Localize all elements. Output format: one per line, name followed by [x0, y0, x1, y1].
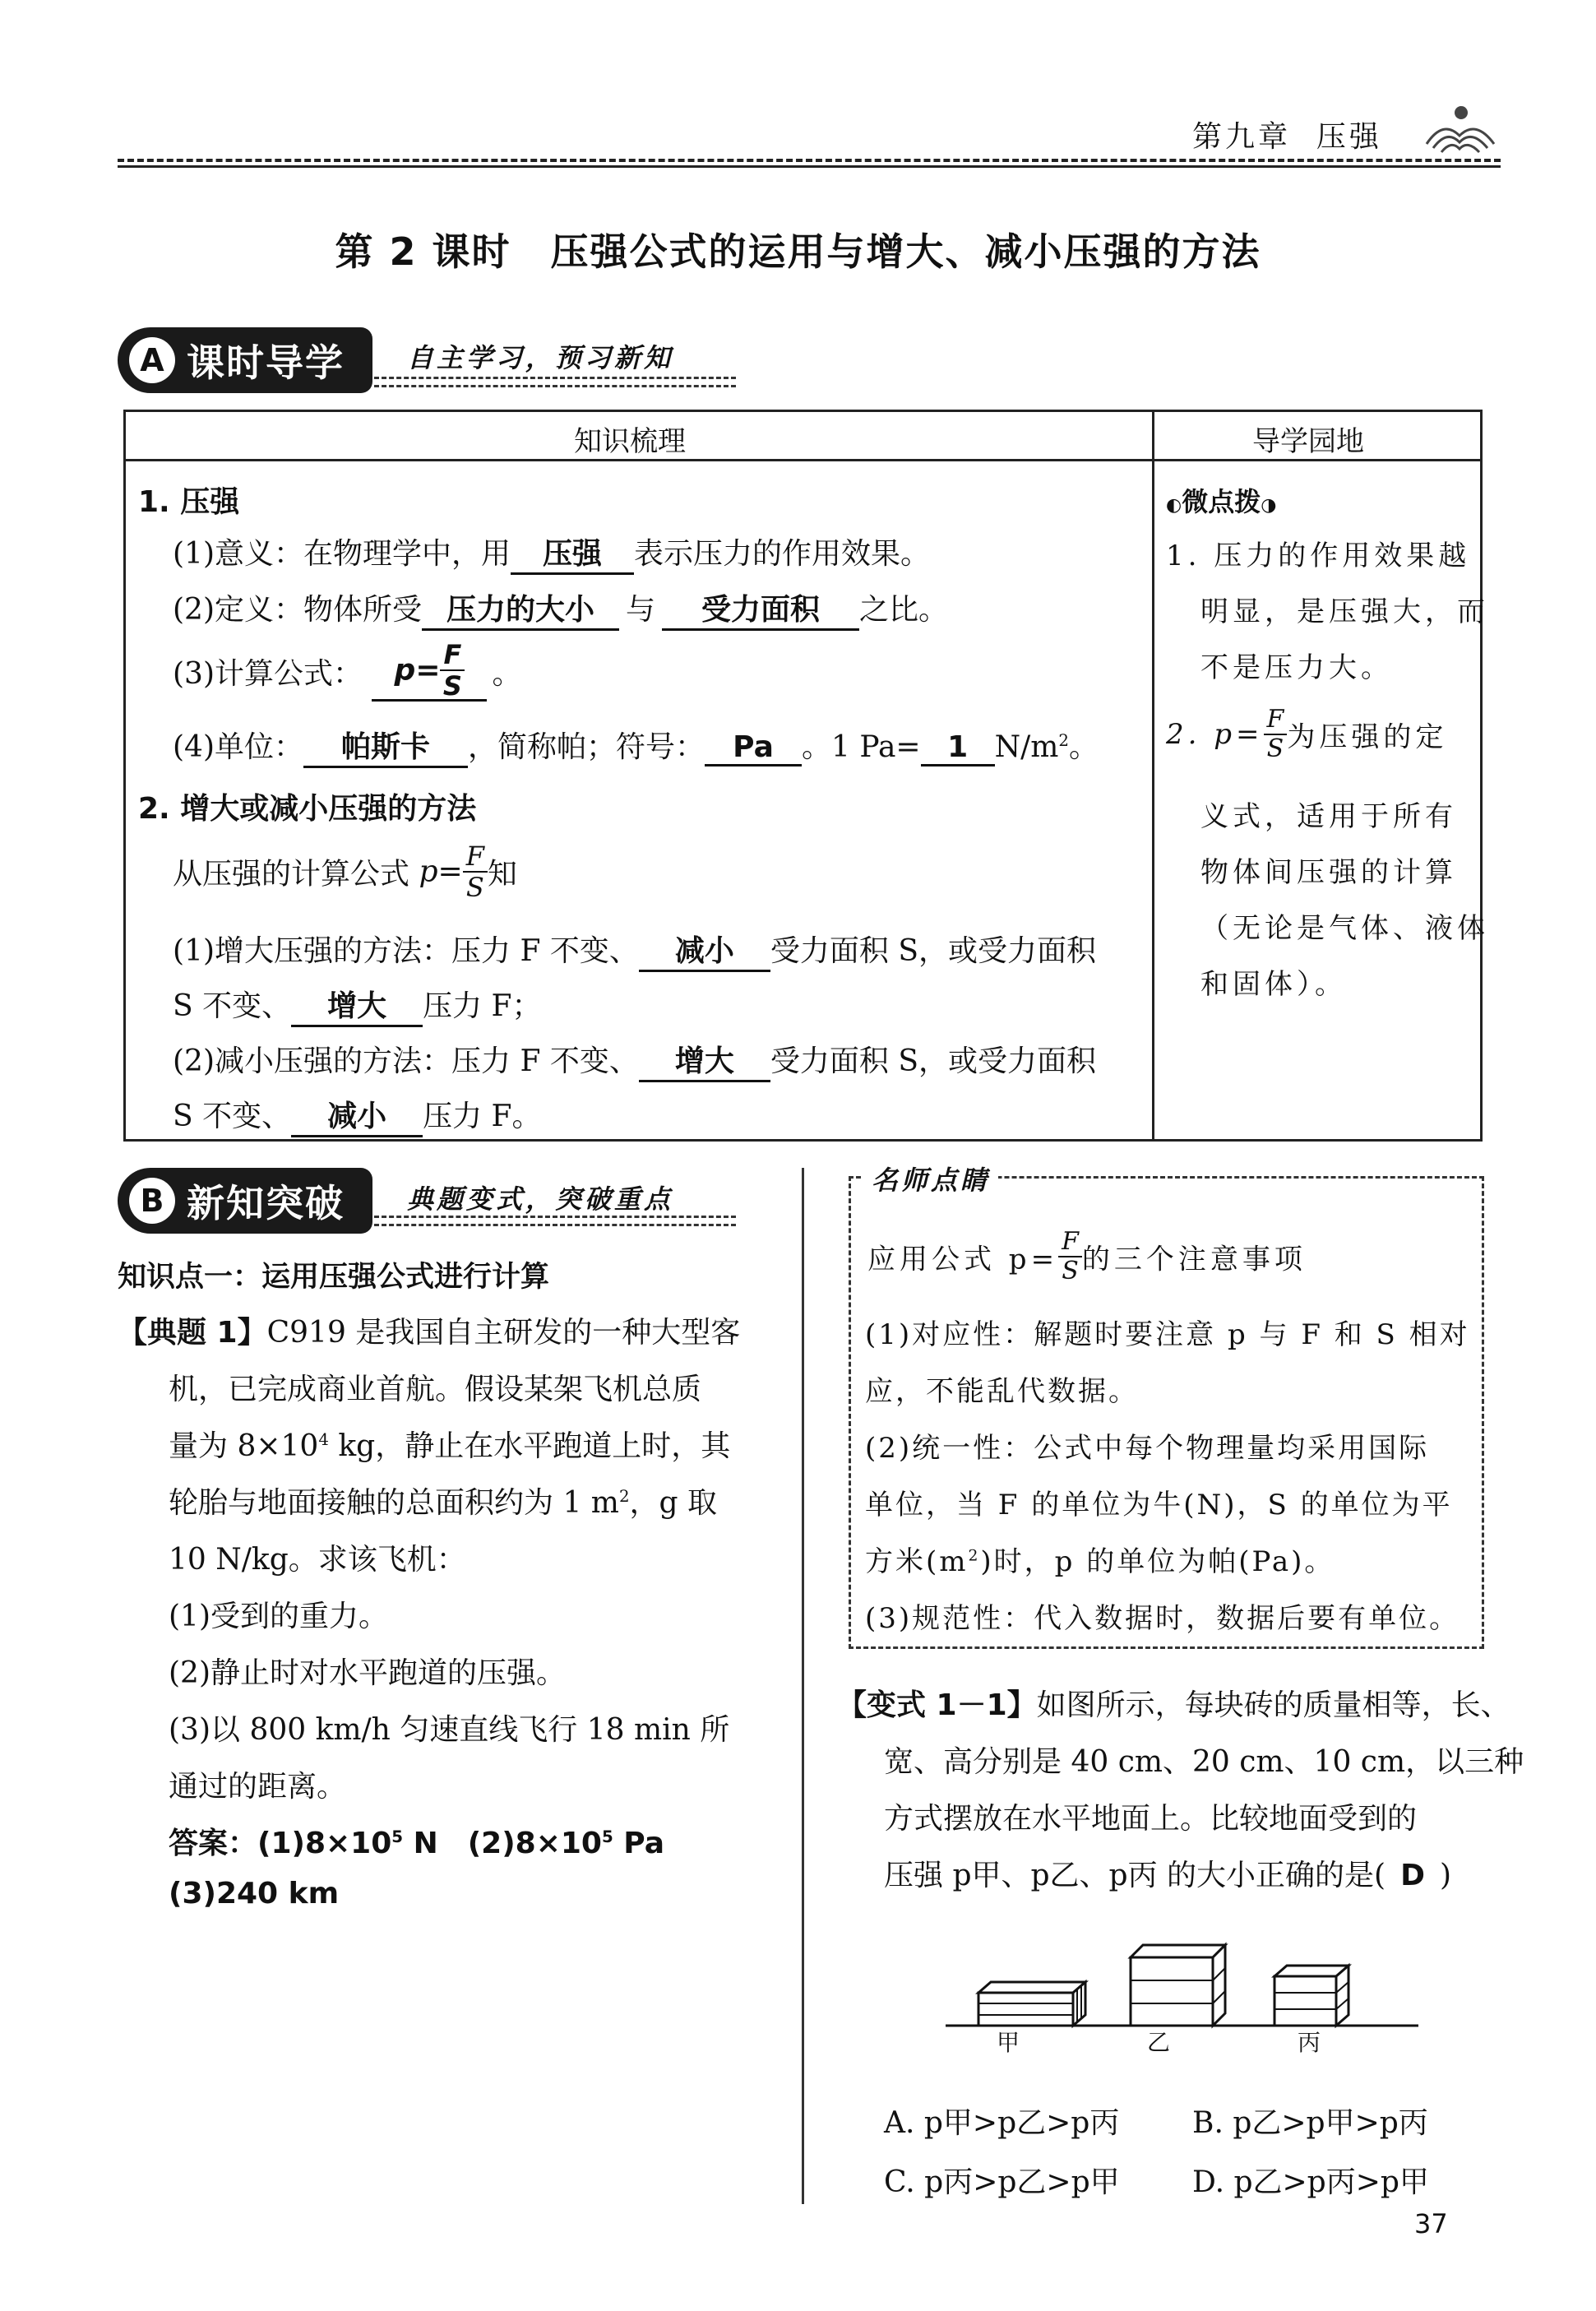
tip-point-2-line-3-sup: 2: [968, 1547, 981, 1565]
item2-title: 2. 增大或减小压强的方法: [138, 792, 477, 826]
meaning-text: (1)意义：在物理学中，用: [173, 537, 511, 571]
unit-blank-name: 帕斯卡: [303, 724, 468, 768]
from-fraction: [463, 843, 488, 901]
pressure-meaning: [173, 530, 930, 575]
increase-text-2-end: 压力 F；: [423, 989, 542, 1023]
side-tip-title-text: 微点拨: [1182, 486, 1261, 517]
option-b: B. p乙>p甲>p丙: [1192, 2106, 1428, 2140]
option-c: C. p丙>p乙>p甲: [884, 2165, 1120, 2199]
definition-text: (2)定义：物体所受: [173, 593, 422, 627]
section-b-label: 新知突破: [187, 1181, 345, 1225]
decrease-method-line-2: [173, 1093, 542, 1137]
answer-sup-1: 5: [391, 1827, 404, 1846]
side-note-2-line-4: （无论是气体、液体: [1200, 912, 1489, 945]
increase-blank-2: 增大: [291, 983, 423, 1027]
chapter-label: 第九章: [1192, 120, 1292, 154]
variant1-line-4-end: ): [1439, 1859, 1452, 1892]
chapter-header: [1192, 113, 1382, 155]
increase-method-line-1: [173, 928, 1096, 972]
tip-point-2-line-1: (2)统一性：公式中每个物理量均采用国际: [865, 1432, 1430, 1465]
section-a-badge: [118, 327, 372, 393]
unit-text-mid: ，简称帕；符号：: [468, 730, 705, 764]
formula-end: 。: [492, 657, 522, 691]
tip-intro: [867, 1227, 1307, 1285]
example1-line-3-end: kg，静止在水平跑道上时，其: [328, 1429, 731, 1463]
example1-line-4-text: 轮胎与地面接触的总面积约为 1 m: [169, 1486, 619, 1520]
side-note-2-line-2: 义式，适用于所有: [1200, 800, 1457, 833]
increase-method-line-2: [173, 983, 542, 1027]
from-text: 从压强的计算公式: [173, 857, 410, 892]
decrease-blank-1: 增大: [639, 1038, 770, 1082]
side-note-2-line-1: [1166, 707, 1447, 762]
tip-point-3: (3)规范性：代入数据时，数据后要有单位。: [865, 1602, 1460, 1635]
section-b-badge: [118, 1168, 372, 1234]
tip-point-1-line-1: (1)对应性：解题时要注意 p 与 F 和 S 相对: [865, 1318, 1470, 1351]
unit-text-end: 。: [1068, 730, 1099, 764]
lesson-title: 第 2 课时 压强公式的运用与增大、减小压强的方法: [335, 229, 1261, 274]
example1-line-4-end: ，g 取: [629, 1486, 718, 1520]
tip-intro-text: 应用公式 p=: [867, 1243, 1059, 1276]
unit-text-nm: N/m: [994, 730, 1059, 764]
from-text-end: 知: [487, 857, 517, 892]
example1-question-3-line-1: (3)以 800 km/h 匀速直线飞行 18 min 所: [169, 1713, 730, 1747]
table-header-guide: 导学园地: [1252, 425, 1364, 458]
pressure-definition: [173, 586, 948, 631]
answer-sup-2: 5: [601, 1827, 613, 1846]
side-note-2-lhs: 2. p=: [1166, 718, 1264, 751]
from-denominator: S: [465, 872, 484, 903]
section-b-letter: B: [129, 1178, 175, 1224]
knowledge-point-1-title: 知识点一：运用压强公式进行计算: [118, 1261, 550, 1294]
formula-lhs: p=: [394, 653, 441, 688]
knowledge-table: [123, 410, 1483, 1142]
tip-point-2-line-3-end: )时，p 的单位为帕(Pa)。: [980, 1545, 1335, 1578]
decrease-text: (2)减小压强的方法：压力 F 不变、: [173, 1044, 639, 1078]
formula-numerator: F: [440, 641, 465, 671]
side-note-1-line-3: 不是压力大。: [1200, 651, 1393, 684]
figure-label-jia: 甲: [997, 2029, 1020, 2056]
figure-label-yi: 乙: [1147, 2029, 1171, 2056]
brick-stack-yi: [1131, 1945, 1225, 2026]
meaning-blank: 压强: [511, 530, 634, 575]
section-a-letter: A: [129, 337, 175, 383]
tip-point-1-line-2: 应，不能乱代数据。: [865, 1375, 1139, 1408]
table-column-divider: [1152, 412, 1154, 1139]
formula-blank: [372, 641, 487, 702]
chapter-topic: 压强: [1316, 120, 1382, 154]
side-note-2-fraction: [1264, 707, 1288, 762]
side-note-2-denominator: S: [1266, 734, 1284, 763]
page-number: 37: [1414, 2208, 1448, 2239]
tip-point-2-line-3: [865, 1539, 1335, 1579]
example1-question-2: (2)静止时对水平跑道的压强。: [169, 1656, 566, 1690]
side-tip-left-icon: ◐: [1166, 495, 1182, 516]
answer-text-mid: N (2)8×10: [403, 1827, 602, 1860]
from-numerator: F: [463, 843, 488, 873]
section-b-rule: [374, 1216, 736, 1218]
unit-label: (4)单位：: [173, 730, 303, 764]
example1-line-4-sup: 2: [618, 1487, 630, 1506]
tip-point-2-line-2: 单位，当 F 的单位为牛(N)，S 的单位为平: [865, 1489, 1453, 1521]
increase-text-end: 受力面积 S，或受力面积: [770, 934, 1096, 968]
unit-blank-symbol: Pa: [705, 730, 802, 766]
header-dashed-rule: [118, 159, 1501, 162]
section-b-subtitle: 典题变式，突破重点: [407, 1183, 674, 1215]
pressure-formula: [173, 641, 521, 702]
example1-line-3: [169, 1423, 730, 1465]
increase-blank-1: 减小: [639, 928, 770, 972]
definition-blank-2: 受力面积: [662, 586, 859, 631]
unit-blank-value: 1: [921, 730, 995, 766]
section-a-label: 课时导学: [187, 340, 345, 385]
example1-line-1: [118, 1309, 740, 1351]
option-a: A. p甲>p乙>p丙: [884, 2106, 1120, 2140]
increase-text: (1)增大压强的方法：压力 F 不变、: [173, 934, 639, 968]
variant1-line-4-text: 压强 p甲、p乙、p丙 的大小正确的是(: [884, 1859, 1386, 1892]
teacher-tip-title: 名师点睛: [863, 1160, 998, 1197]
side-note-2-text: 为压强的定: [1287, 720, 1448, 754]
pressure-unit: [173, 724, 1099, 768]
side-tip-title: [1166, 481, 1276, 519]
decrease-method-line-1: [173, 1038, 1096, 1082]
definition-text-end: 之比。: [859, 593, 949, 627]
answer-text-end: Pa: [613, 1827, 664, 1860]
formula-label: (3)计算公式：: [173, 657, 363, 691]
variant1-line-4: [884, 1852, 1451, 1894]
definition-text-mid: 与: [626, 593, 656, 627]
variant1-line-1-text: 如图所示，每块砖的质量相等，长、: [1036, 1688, 1510, 1722]
figure-label-bing: 丙: [1298, 2029, 1321, 2056]
variant1-line-2: 宽、高分别是 40 cm、20 cm、10 cm，以三种: [884, 1745, 1524, 1779]
example1-answer: [169, 1820, 664, 1862]
decrease-blank-2: 减小: [291, 1093, 423, 1137]
section-a-subtitle: 自主学习，预习新知: [407, 342, 674, 373]
header-solid-rule: [118, 165, 1501, 168]
decrease-text-2: S 不变、: [173, 1100, 292, 1133]
decrease-text-end: 受力面积 S，或受力面积: [770, 1044, 1096, 1078]
example1-line-3-sup: 4: [318, 1430, 329, 1449]
formula-fraction: [440, 639, 465, 702]
tip-intro-numerator: F: [1058, 1230, 1082, 1257]
answer-text: 答案：(1)8×10: [169, 1827, 392, 1860]
brick-stack-bing: [1274, 1966, 1349, 2026]
example1-line-2: 机，已完成商业首航。假设某架飞机总质: [169, 1373, 702, 1406]
brick-stack-jia: [978, 1982, 1085, 2026]
table-header-knowledge: 知识梳理: [574, 425, 686, 458]
unit-text-pa: 。1 Pa=: [802, 730, 921, 764]
flower-ornament-icon: [1418, 103, 1501, 156]
example1-question-3-line-2: 通过的距离。: [169, 1770, 347, 1804]
side-tip-right-icon: ◑: [1261, 495, 1277, 516]
side-note-1-line-1: 1. 压力的作用效果越: [1166, 540, 1471, 572]
increase-text-2: S 不变、: [173, 989, 292, 1023]
side-note-2-line-5: 和固体）。: [1200, 968, 1347, 1001]
side-note-1-line-2: 明显，是压强大，而: [1200, 595, 1489, 628]
side-note-2-line-3: 物体间压强的计算: [1200, 856, 1457, 889]
tip-intro-fraction: [1058, 1227, 1082, 1285]
example1-answer-line-2: (3)240 km: [169, 1877, 340, 1910]
variant1-line-3: 方式摆放在水平地面上。比较地面受到的: [884, 1802, 1418, 1836]
example1-tag: 【典题 1】: [118, 1316, 267, 1350]
variant1-line-1: [837, 1682, 1510, 1724]
example1-line-3-text: 量为 8×10: [169, 1429, 319, 1463]
definition-blank-1: 压力的大小: [422, 586, 619, 631]
from-formula-line: [173, 843, 517, 901]
column-divider: [802, 1168, 804, 2204]
tip-intro-end: 的三个注意事项: [1081, 1243, 1307, 1276]
meaning-text-end: 表示压力的作用效果。: [634, 537, 931, 571]
section-a-rule-2: [374, 385, 736, 387]
option-d: D. p乙>p丙>p甲: [1192, 2165, 1429, 2199]
example1-line-4: [169, 1480, 717, 1521]
example1-question-1: (1)受到的重力。: [169, 1600, 388, 1633]
unit-superscript: 2: [1058, 731, 1069, 750]
variant1-answer: D: [1400, 1859, 1425, 1892]
tip-point-2-line-3-text: 方米(m: [865, 1545, 969, 1578]
section-a-rule: [374, 377, 736, 379]
variant1-tag: 【变式 1－1】: [837, 1688, 1037, 1722]
section-b-rule-2: [374, 1224, 736, 1226]
example1-line-5: 10 N/kg。求该飞机：: [169, 1543, 466, 1577]
side-note-2-numerator: F: [1264, 707, 1288, 735]
tip-intro-denominator: S: [1062, 1257, 1079, 1285]
formula-denominator: S: [442, 670, 462, 702]
item1-title: 1. 压强: [138, 485, 240, 519]
from-lhs: p=: [419, 854, 463, 889]
decrease-text-2-end: 压力 F。: [423, 1100, 542, 1133]
example1-line-1-text: C919 是我国自主研发的一种大型客: [266, 1316, 741, 1350]
